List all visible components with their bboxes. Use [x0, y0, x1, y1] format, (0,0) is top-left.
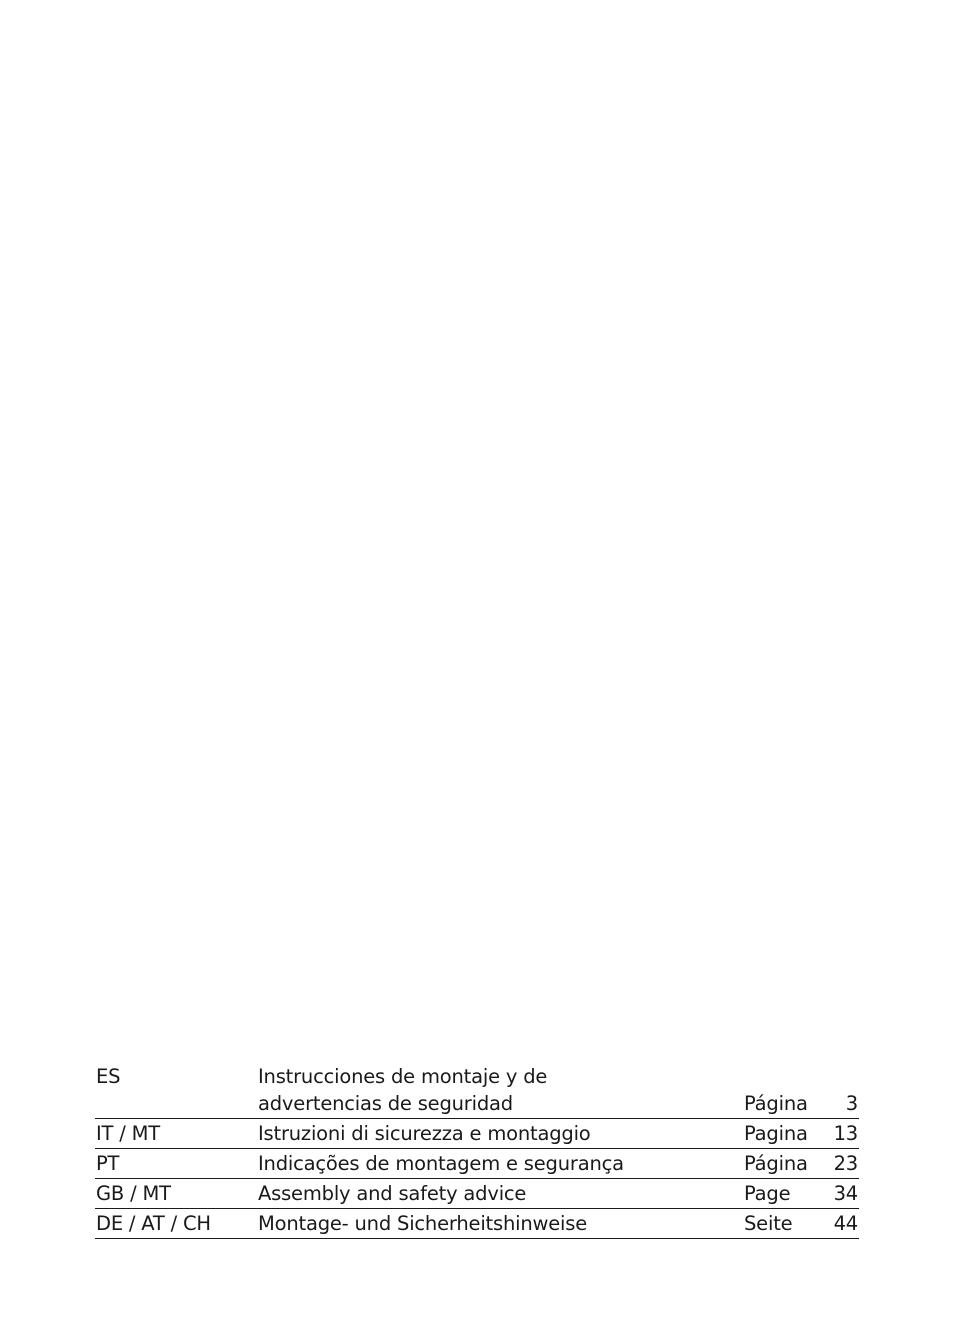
toc-section-title: Assembly and safety advice [258, 1182, 527, 1205]
toc-page-number: 3 [845, 1092, 858, 1115]
toc-page-label: Pagina [744, 1122, 808, 1145]
toc-section-title-line1: Instrucciones de montaje y de [258, 1065, 548, 1088]
toc-page-number: 13 [833, 1122, 858, 1145]
toc-page-label: Seite [744, 1212, 793, 1235]
toc-section-title: Indicações de montagem e segurança [258, 1152, 624, 1175]
table-of-contents [95, 1062, 859, 1239]
toc-section-title [258, 1063, 547, 1117]
toc-page-number: 34 [833, 1182, 858, 1205]
toc-section-title: Montage- und Sicherheitshinweise [258, 1212, 587, 1235]
toc-row-gb-mt[interactable] [95, 1179, 859, 1209]
toc-language-code: IT / MT [96, 1122, 160, 1145]
toc-page-number: 44 [833, 1212, 858, 1235]
toc-section-title-line2: advertencias de seguridad [258, 1092, 513, 1115]
toc-language-code: ES [96, 1065, 121, 1088]
toc-page-label: Página [744, 1092, 808, 1115]
toc-row-it-mt[interactable] [95, 1119, 859, 1149]
toc-language-code: DE / AT / CH [96, 1212, 211, 1235]
toc-section-title: Istruzioni di sicurezza e montaggio [258, 1122, 591, 1145]
toc-language-code: PT [96, 1152, 120, 1175]
toc-row-pt[interactable] [95, 1149, 859, 1179]
toc-row-de-at-ch[interactable] [95, 1209, 859, 1239]
toc-page-label: Página [744, 1152, 808, 1175]
toc-row-es[interactable] [95, 1062, 859, 1119]
toc-language-code: GB / MT [96, 1182, 171, 1205]
toc-page-number: 23 [833, 1152, 858, 1175]
toc-page-label: Page [744, 1182, 791, 1205]
